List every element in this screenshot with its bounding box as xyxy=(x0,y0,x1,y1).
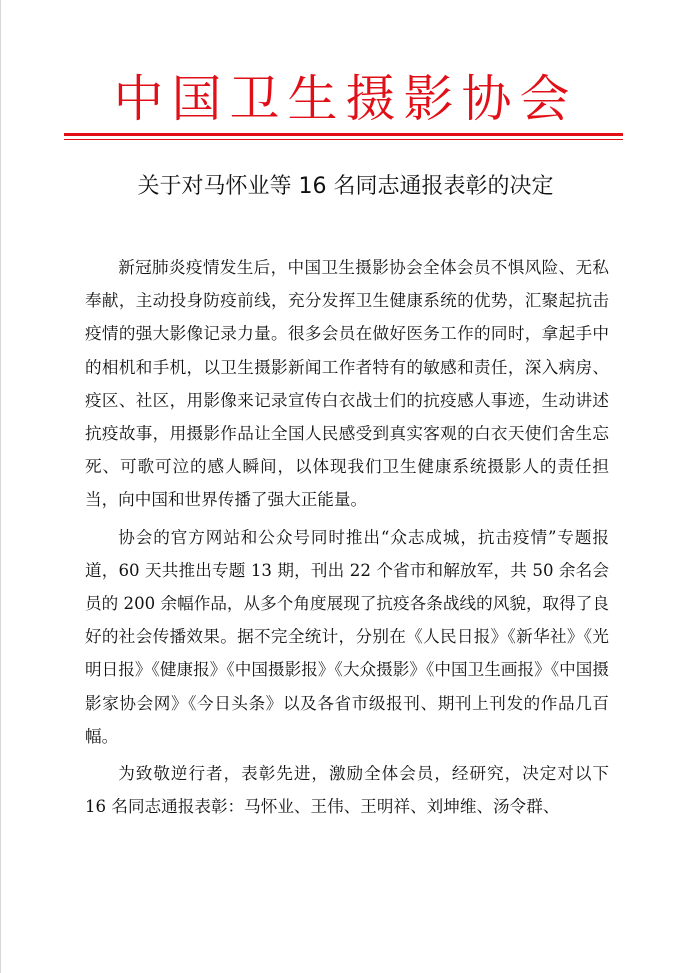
document-body xyxy=(85,251,609,827)
body-paragraph-1: 新冠肺炎疫情发生后，中国卫生摄影协会全体会员不惧风险、无私奉献，主动投身防疫前线，充分发挥卫生健康系统的优势，汇聚起抗击疫情的强大影像记录力量。很多会员在做好医务工作的同时，拿起手中的相机和手机，以卫生摄影新闻工作者特有的敏感和责任，深入病房、疫区、社区，用影像来记录宣传白衣战士们的抗疫感人事迹，生动讲述抗疫故事，用摄影作品让全国人民感受到真实客观的白衣天使们舍生忘死、可歌可泣的感人瞬间，以体现我们卫生健康系统摄影人的责任担当，向中国和世界传播了强大正能量。 xyxy=(85,258,609,510)
letterhead-divider-thick xyxy=(64,133,623,136)
document-title: 关于对马怀业等 16 名同志通报表彰的决定 xyxy=(137,174,554,199)
organization-letterhead: 中国卫生摄影协会 xyxy=(113,70,578,128)
body-paragraph-3: 为致敬逆行者，表彰先进，激励全体会员，经研究，决定对以下 16 名同志通报表彰：马怀业、王伟、王明祥、刘坤维、汤令群、 xyxy=(85,764,609,817)
body-paragraph-2: 协会的官方网站和公众号同时推出“众志成城，抗击疫情”专题报道，60 天共推出专题 13 期，刊出 22 个省市和解放军，共 50 余名会员的 200 余幅作品，从多个角度展现了抗疫各条战线的风貌，取得了良好的社会传播效果。据不完全统计，分别在《人民日报》《新华社》《光明日报》《健康报》《中国摄影报》《大众摄影》《中国卫生画报》《中国摄影家协会网》《今日头条》以及各省市级报刊、期刊上刊发的作品几百幅。 xyxy=(85,527,609,746)
letterhead-divider-thin xyxy=(64,139,623,140)
